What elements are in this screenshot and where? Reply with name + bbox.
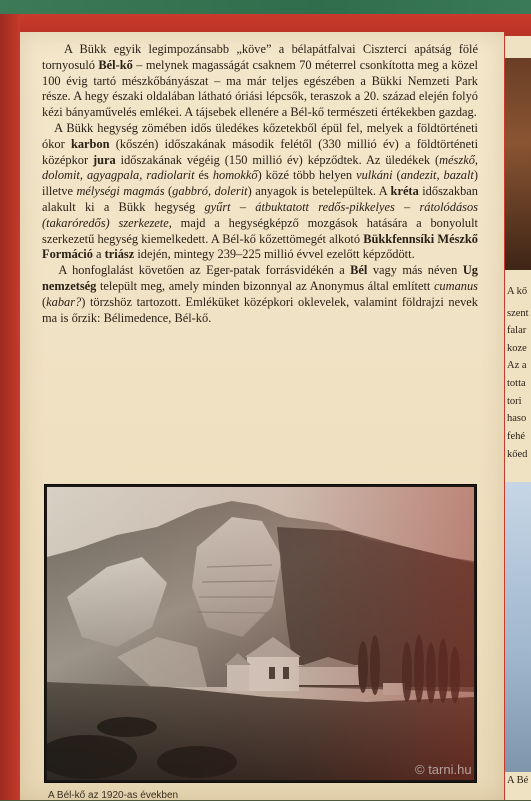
text-run: (kőszén) időszakának második felétől (330 millió év) a földtörténeti középkor (42, 136, 479, 167)
paragraph-1 (42, 42, 478, 121)
text-run: ( (164, 184, 173, 199)
bold-term: Bükkfennsíki Mészkő Formáció (42, 231, 478, 262)
text-run: A Bükk egyik legimpozánsabb „köve” a bélapátfalvai Ciszterci apátság fölé tornyosuló (42, 42, 478, 72)
board-green-stripe (0, 0, 531, 14)
italic-term: gabbró, dolerit (172, 184, 248, 199)
italic-term: cumanus (433, 278, 478, 293)
bold-term: Bél-kő (98, 57, 133, 72)
neighbor-text: falar (507, 325, 527, 336)
bold-term: karbon (70, 136, 110, 151)
historic-photo (47, 487, 474, 780)
bold-term: kréta (390, 184, 419, 199)
photo-caption: A Bél-kő az 1920-as években (48, 790, 179, 801)
text-run: ) anyagok is betelepültek. A (247, 184, 391, 199)
text-run: ) közé több helyen (257, 168, 357, 183)
neighbor-text: A Bé (507, 775, 529, 786)
neighbor-text: A kő (507, 286, 528, 297)
watermark: © tarni.hu (415, 762, 472, 777)
text-run: időszakban alakult ki a Bükk hegység (42, 184, 478, 214)
neighbor-text: kőed (507, 449, 528, 460)
italic-term: homokkő (212, 168, 258, 183)
neighbor-photo-bottom (505, 482, 531, 772)
italic-term: vulkáni (356, 168, 393, 183)
bold-term: triász (104, 247, 135, 262)
text-run: ( (392, 168, 401, 183)
italic-term: kabar? (46, 294, 82, 309)
text-run: ( (42, 294, 47, 309)
bold-term: Ug nemzetség (42, 263, 478, 293)
paragraph-2 (42, 121, 478, 263)
neighbor-text: tori (507, 396, 522, 407)
text-run: A Bükk hegység zömében idős üledékes kőzetekből épül fel, melyek a földtörténeti ókor (42, 120, 479, 151)
italic-term: mészkő, dolomit, agyagpala, radiolarit (42, 152, 478, 183)
text-run: a (92, 247, 105, 262)
text-run: vagy más néven (367, 263, 463, 278)
neighbor-text: totta (507, 378, 526, 389)
bold-term: jura (93, 152, 116, 167)
neighbor-text: haso (507, 413, 527, 424)
text-run: ) illetve (42, 168, 478, 199)
historic-photo-frame (44, 484, 477, 783)
italic-term: andezit, bazalt (400, 168, 474, 183)
paragraph-3 (42, 263, 478, 326)
neighbor-text: fehé (507, 431, 526, 442)
text-run: települt meg, amely minden bizonnyal az Anonymus által említett (96, 278, 434, 293)
text-run: és (194, 168, 213, 183)
text-run: A honfoglalást követően az Eger-patak forrásvidékén a (58, 263, 351, 278)
info-article (42, 42, 478, 326)
italic-term: gyűrt – átbuktatott redős-pikkelyes – rátolódásos (takaróredős) szerkezete (42, 199, 478, 230)
text-run: , majd a hegységképző mozgások hatására a bonyolult szerkezetű hegység kiemelkedett. A Bél-kő kőzettömegét alkotó (42, 215, 478, 246)
board-red-left-frame (0, 14, 20, 800)
italic-term: mélységi magmás (76, 184, 165, 199)
text-run: időszakának végéig (150 millió év) képződtek. Az üledékek ( (115, 152, 440, 167)
text-run: – melynek magasságát csaknem 70 méterrel csonkította meg a közel 100 évig tartó mészkőbányászat – ma már teljes egészében a Bükki Nemzeti Park része. A hegy északi oldalában látható óriási lépcsők, teraszok a 20. század elején folyó kézi bányaművelés emlékei. A tájsebek ellenére a Bél-kő természeti értékekben gazdag. (42, 57, 478, 120)
neighbor-text: koze (507, 343, 527, 354)
bold-term: Bél (350, 263, 368, 278)
neighbor-text: szent (507, 308, 529, 319)
text-run: ) törzshöz tartozott. Emléküket középkori oklevelek, valamint földrajzi nevek ma is őrzik: Bélimedence, Bél-kő. (42, 294, 478, 325)
neighbor-photo-top (505, 58, 531, 270)
neighbor-text: Az a (507, 360, 527, 371)
text-run: idején, mintegy 239–225 millió évvel ezelőtt képződött. (134, 247, 415, 262)
